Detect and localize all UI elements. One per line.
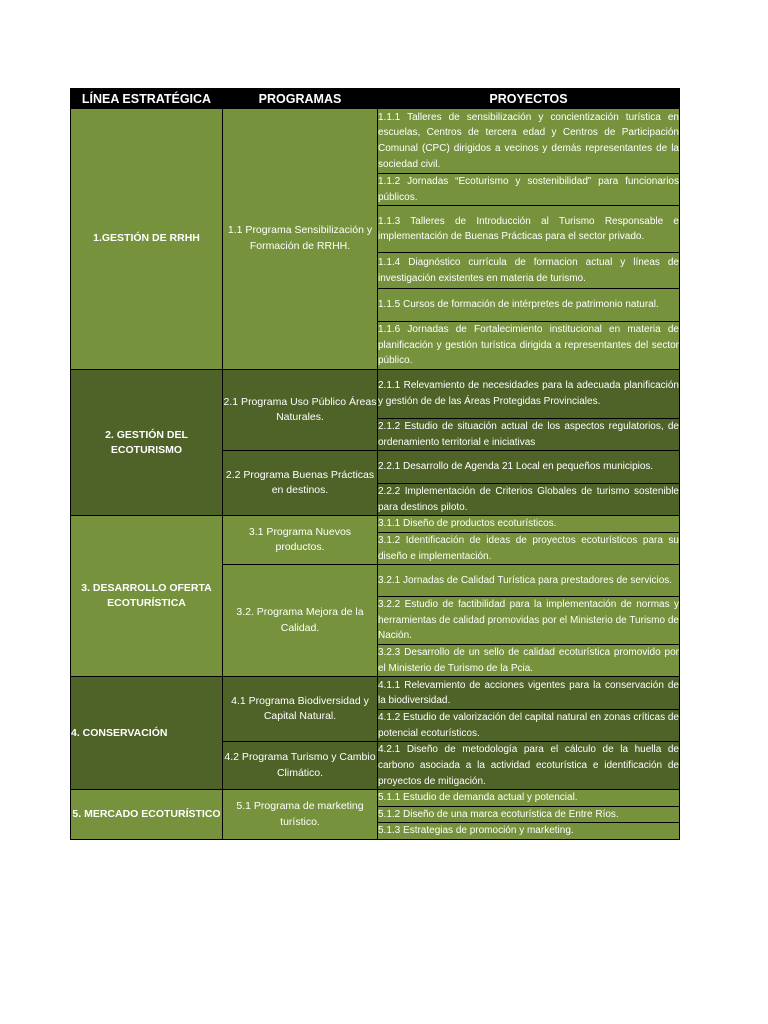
header-row bbox=[71, 89, 680, 109]
header-linea: LÍNEA ESTRATÉGICA bbox=[71, 89, 223, 109]
proyecto-2-2-1: 2.2.1 Desarrollo de Agenda 21 Local en pequeños municipios. bbox=[378, 451, 680, 484]
proyecto-5-1-3: 5.1.3 Estrategias de promoción y marketing. bbox=[378, 823, 680, 840]
programa-1-1-cell: 1.1 Programa Sensibilización y Formación de RRHH. bbox=[223, 109, 378, 370]
strategic-plan-table bbox=[70, 88, 680, 840]
header-programas: PROGRAMAS bbox=[223, 89, 378, 109]
linea-5-cell: 5. MERCADO ECOTURÍSTICO bbox=[71, 790, 223, 840]
header-proyectos: PROYECTOS bbox=[378, 89, 680, 109]
proyecto-5-1-1: 5.1.1 Estudio de demanda actual y potencial. bbox=[378, 790, 680, 807]
proyecto-3-1-1: 3.1.1 Diseño de productos ecoturísticos. bbox=[378, 516, 680, 533]
table-row bbox=[71, 516, 680, 533]
proyecto-1-1-3: 1.1.3 Talleres de Introducción al Turismo Responsable e implementación de Buenas Prácticas para el sector privado. bbox=[378, 206, 680, 253]
proyecto-2-1-1: 2.1.1 Relevamiento de necesidades para la adecuada planificación y gestión de de las Áreas Protegidas Provinciales. bbox=[378, 369, 680, 418]
proyecto-4-2-1: 4.2.1 Diseño de metodología para el cálculo de la huella de carbono asociada a la actividad ecoturística e identificación de proyectos de mitigación. bbox=[378, 742, 680, 790]
programa-5-1-cell: 5.1 Programa de marketing turístico. bbox=[223, 790, 378, 840]
linea-2-cell: 2. GESTIÓN DEL ECOTURISMO bbox=[71, 369, 223, 515]
programa-3-2-cell: 3.2. Programa Mejora de la Calidad. bbox=[223, 565, 378, 677]
proyecto-4-1-1: 4.1.1 Relevamiento de acciones vigentes para la conservación de la biodiversidad. bbox=[378, 677, 680, 710]
proyecto-4-1-2: 4.1.2 Estudio de valorización del capital natural en zonas críticas de potencial ecoturísticos. bbox=[378, 710, 680, 742]
proyecto-1-1-6: 1.1.6 Jornadas de Fortalecimiento institucional en materia de planificación y gestión turística dirigida a representantes del sector público. bbox=[378, 322, 680, 370]
proyecto-1-1-4: 1.1.4 Diagnóstico currícula de formacion actual y líneas de investigación existentes en materia de turismo. bbox=[378, 253, 680, 289]
proyecto-3-1-2: 3.1.2 Identificación de ideas de proyectos ecoturísticos para su diseño e implementación. bbox=[378, 532, 680, 564]
programa-2-1-cell: 2.1 Programa Uso Público Áreas Naturales. bbox=[223, 369, 378, 450]
linea-1-cell: 1.GESTIÓN DE RRHH bbox=[71, 109, 223, 370]
table-row bbox=[71, 109, 680, 174]
linea-3-cell: 3. DESARROLLO OFERTA ECOTURÍSTICA bbox=[71, 516, 223, 677]
proyecto-2-2-2: 2.2.2 Implementación de Criterios Globales de turismo sostenible para destinos piloto. bbox=[378, 484, 680, 516]
proyecto-3-2-3: 3.2.3 Desarrollo de un sello de calidad ecoturística promovido por el Ministerio de Turismo de la Pcia. bbox=[378, 644, 680, 676]
proyecto-3-2-2: 3.2.2 Estudio de factibilidad para la implementación de normas y herramientas de calidad promovidas por el Ministerio de Turismo de Nación. bbox=[378, 597, 680, 645]
table-row bbox=[71, 369, 680, 418]
proyecto-5-1-2: 5.1.2 Diseño de una marca ecoturística de Entre Ríos. bbox=[378, 806, 680, 823]
proyecto-1-1-2: 1.1.2 Jornadas “Ecoturismo y sostenibilidad” para funcionarios públicos. bbox=[378, 174, 680, 206]
programa-4-2-cell: 4.2 Programa Turismo y Cambio Climático. bbox=[223, 742, 378, 790]
table-row bbox=[71, 790, 680, 807]
programa-2-2-cell: 2.2 Programa Buenas Prácticas en destinos. bbox=[223, 451, 378, 516]
proyecto-1-1-1: 1.1.1 Talleres de sensibilización y concientización turística en escuelas, Centros de tercera edad y Centros de Participación Comunal (CPC) dirigidos a vecinos y demás representantes de la sociedad civil. bbox=[378, 109, 680, 174]
programa-3-1-cell: 3.1 Programa Nuevos productos. bbox=[223, 516, 378, 565]
table-row bbox=[71, 677, 680, 710]
proyecto-3-2-1: 3.2.1 Jornadas de Calidad Turística para prestadores de servicios. bbox=[378, 565, 680, 597]
programa-4-1-cell: 4.1 Programa Biodiversidad y Capital Natural. bbox=[223, 677, 378, 742]
linea-4-cell: 4. CONSERVACIÓN bbox=[71, 677, 223, 790]
proyecto-1-1-5: 1.1.5 Cursos de formación de intérpretes de patrimonio natural. bbox=[378, 289, 680, 322]
proyecto-2-1-2: 2.1.2 Estudio de situación actual de los aspectos regulatorios, de ordenamiento territorial e iniciativas bbox=[378, 418, 680, 450]
